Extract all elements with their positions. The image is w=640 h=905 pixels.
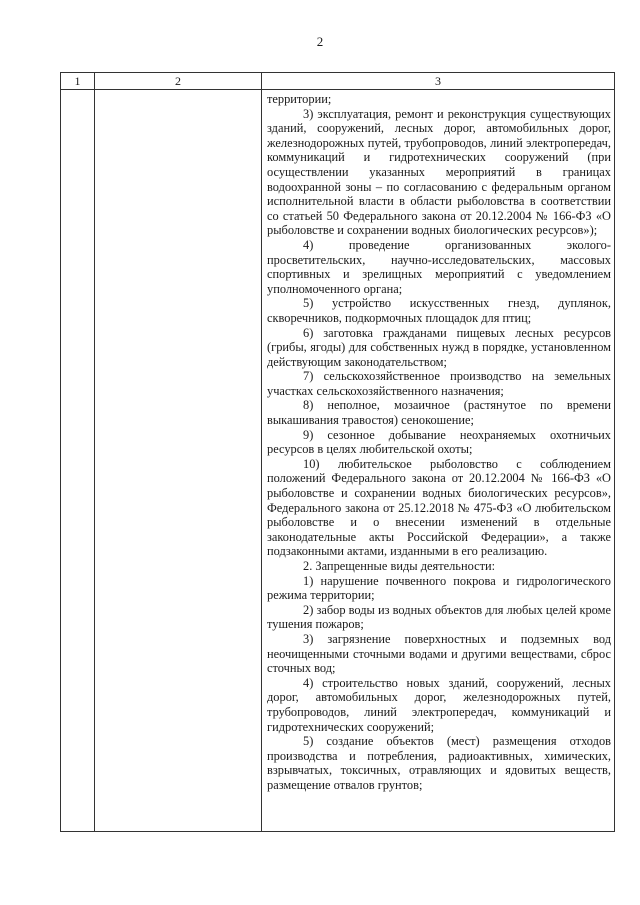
paragraph: 5) создание объектов (мест) размещения отходов производства и потребления, радиоактивных, химических, взрывчатых, токсичных, отравляющих и ядовитых веществ, размещение отвалов грунтов;	[267, 734, 611, 792]
column-header-3: 3	[262, 73, 615, 90]
page-number: 2	[316, 34, 324, 49]
column-header-1: 1	[61, 73, 95, 90]
paragraph: 4) проведение организованных эколого-просветительских, научно-исследовательских, массовых спортивных и зрелищных мероприятий с уведомлением уполномоченного органа;	[267, 237, 611, 296]
table-row	[61, 90, 615, 832]
paragraph: 3) загрязнение поверхностных и подземных вод неочищенными сточными водами и другими веществами, сброс сточных вод;	[267, 631, 611, 676]
table-cell-col1	[61, 90, 95, 832]
paragraph: 2. Запрещенные виды деятельности:	[303, 559, 496, 573]
column-header-2: 2	[95, 73, 262, 90]
paragraph: 8) неполное, мозаичное (растянутое по времени выкашивания травостоя) сенокошение;	[267, 398, 611, 428]
paragraph: 10) любительское рыболовство с соблюдением положений Федерального закона от 20.12.2004 № 166-ФЗ «О рыболовстве и сохранении водных биологических ресурсов», Федерального закона от 25.12.2018 № 475-ФЗ «О любительском рыболовстве и о внесении изменений в отдельные законодательные акты Российской Федерации», а также подзаконными актами, изданными в его реализацию.	[267, 456, 611, 559]
paragraph: территории;	[267, 92, 332, 106]
paragraph: 5) устройство искусственных гнезд, дуплянок, скворечников, подкормочных площадок для птиц;	[267, 296, 611, 325]
paragraph: 3) эксплуатация, ремонт и реконструкция существующих зданий, сооружений, лесных дорог, автомобильных дорог, железнодорожных путей, трубопроводов, линий электропередач, коммуникаций и гидротехнических сооружений (при осуществлении указанных мероприятий в границах водоохранной зоны – по согласованию с федеральным органом исполнительной власти в области рыболовства в соответствии со статьей 50 Федерального закона от 20.12.2004 № 166-ФЗ «О рыболовстве и сохранении водных биологических ресурсов»);	[267, 106, 611, 238]
table-cell-col2	[95, 90, 262, 832]
paragraph: 9) сезонное добывание неохраняемых охотничьих ресурсов в целях любительской охоты;	[267, 427, 611, 457]
paragraph: 4) строительство новых зданий, сооружений, лесных дорог, автомобильных дорог, железнодорожных путей, трубопроводов, линий электропередач, коммуникаций и гидротехнических сооружений;	[267, 675, 611, 734]
paragraph: 7) сельскохозяйственное производство на земельных участках сельскохозяйственного назначения;	[267, 369, 611, 398]
paragraph: 6) заготовка гражданами пищевых лесных ресурсов (грибы, ягоды) для собственных нужд в порядке, установленном действующим законодательством;	[267, 325, 611, 369]
table-cell-col3	[262, 90, 615, 832]
table-header-row	[61, 73, 615, 90]
document-table	[60, 72, 615, 832]
regulation-text	[262, 90, 614, 793]
paragraph: 1) нарушение почвенного покрова и гидрологического режима территории;	[267, 573, 611, 603]
paragraph: 2) забор воды из водных объектов для любых целей кроме тушения пожаров;	[267, 602, 611, 632]
